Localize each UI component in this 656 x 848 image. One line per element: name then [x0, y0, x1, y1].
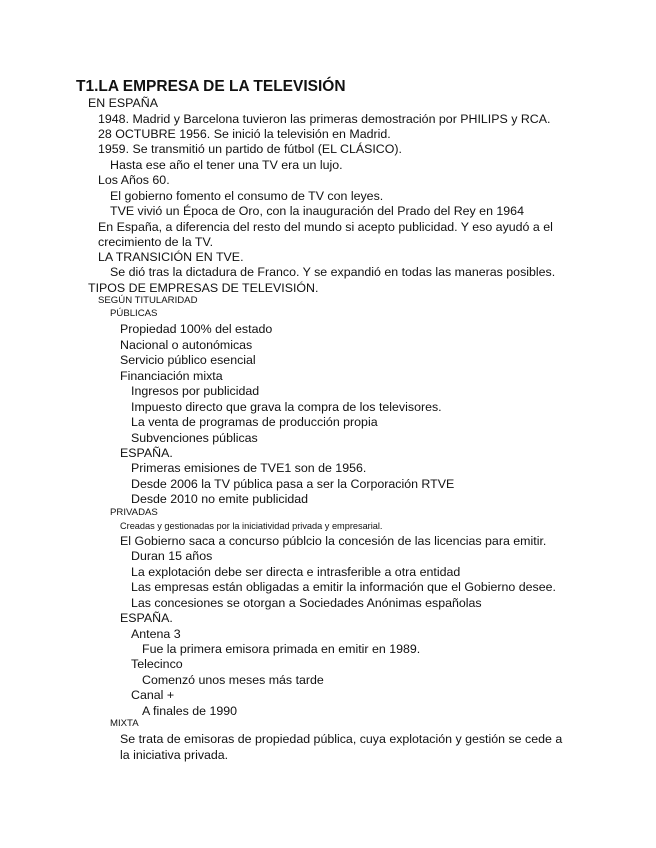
heading-en-espana: EN ESPAÑA — [88, 96, 159, 110]
text-line: Ingresos por publicidad — [131, 384, 260, 398]
text-line: 1959. Se transmitió un partido de fútbol (EL CLÁSICO). — [98, 142, 402, 156]
text-line: Duran 15 años — [131, 549, 213, 563]
text-line: Las empresas están obligadas a emitir la información que el Gobierno desee. — [131, 580, 556, 594]
text-line: En España, a diferencia del resto del mundo si acepto publicidad. Y eso ayudó a el — [98, 220, 553, 234]
subheading-segun-titularidad: SEGÚN TITULARIDAD — [98, 295, 198, 306]
text-line: ESPAÑA. — [120, 446, 173, 460]
text-line: Propiedad 100% del estado — [120, 322, 273, 336]
text-line: Desde 2010 no emite publicidad — [131, 492, 309, 506]
text-line: La venta de programas de producción propia — [131, 415, 378, 429]
text-line: Fue la primera emisora primada en emitir en 1989. — [142, 642, 421, 656]
text-line: Impuesto directo que grava la compra de los televisores. — [131, 400, 442, 414]
text-line: TVE vivió un Época de Oro, con la inauguración del Prado del Rey en 1964 — [110, 204, 524, 218]
text-line: ESPAÑA. — [120, 611, 173, 625]
text-line: Las concesiones se otorgan a Sociedades Anónimas españolas — [131, 596, 482, 610]
text-line: LA TRANSICIÓN EN TVE. — [98, 250, 244, 264]
heading-tipos-empresas: TIPOS DE EMPRESAS DE TELEVISIÓN. — [88, 281, 319, 295]
text-line: 1948. Madrid y Barcelona tuvieron las primeras demostración por PHILIPS y RCA. — [98, 112, 551, 126]
text-line: Servicio público esencial — [120, 353, 256, 367]
text-line: Nacional o autonómicas — [120, 338, 253, 352]
text-line: Antena 3 — [131, 627, 181, 641]
text-line: Hasta ese año el tener una TV era un lujo. — [110, 158, 343, 172]
page-title: T1.LA EMPRESA DE LA TELEVISIÓN — [76, 78, 346, 95]
text-line: Los Años 60. — [98, 173, 170, 187]
text-line: crecimiento de la TV. — [98, 235, 214, 249]
text-line: la iniciativa privada. — [120, 748, 229, 762]
text-line: Se trata de emisoras de propiedad pública, cuya explotación y gestión se cede a — [120, 732, 563, 746]
text-line: Subvenciones públicas — [131, 431, 258, 445]
text-line: Se dió tras la dictadura de Franco. Y se expandió en todas las maneras posibles. — [110, 265, 556, 279]
subheading-mixta: MIXTA — [110, 718, 139, 729]
text-line: Canal + — [131, 688, 175, 702]
text-line: La explotación debe ser directa e intrasferible a otra entidad — [131, 565, 461, 579]
text-line: El Gobierno saca a concurso públcio la concesión de las licencias para emitir. — [120, 534, 547, 548]
text-line: Comenzó unos meses más tarde — [142, 673, 324, 687]
text-line: Financiación mixta — [120, 369, 223, 383]
text-line: Primeras emisiones de TVE1 son de 1956. — [131, 461, 367, 475]
text-line: Desde 2006 la TV pública pasa a ser la Corporación RTVE — [131, 477, 455, 491]
subheading-privadas: PRIVADAS — [110, 507, 158, 518]
text-line: 28 OCTUBRE 1956. Se inició la televisión en Madrid. — [98, 127, 391, 141]
text-line: Telecinco — [131, 657, 183, 671]
subheading-publicas: PÚBLICAS — [110, 308, 158, 319]
text-line: A finales de 1990 — [142, 704, 238, 718]
text-line: El gobierno fomento el consumo de TV con leyes. — [110, 189, 384, 203]
text-line: Creadas y gestionadas por la iniciatividad privada y empresarial. — [120, 521, 383, 531]
